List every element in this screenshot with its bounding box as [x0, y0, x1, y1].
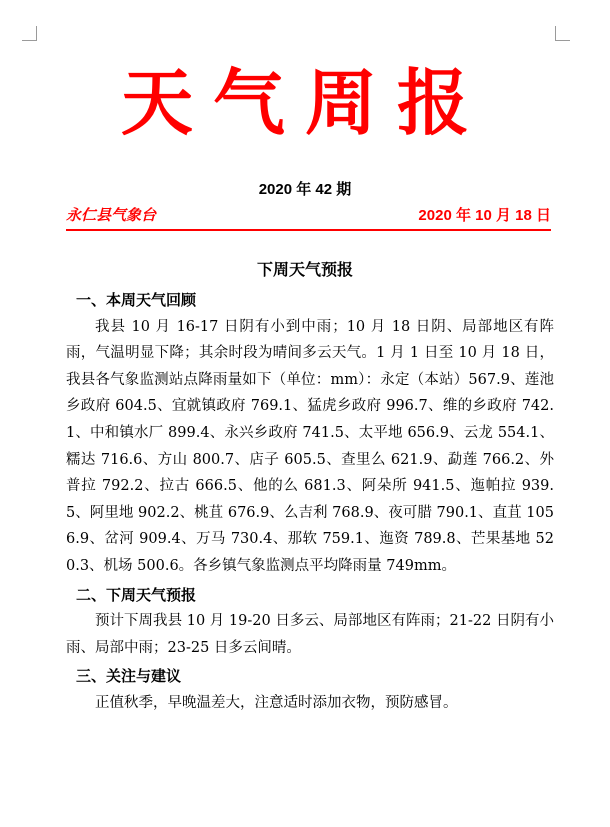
section-heading-review: 一、本周天气回顾	[76, 291, 197, 309]
issue-number: 2020 年 42 期	[258, 181, 352, 198]
document-body	[66, 287, 554, 717]
crop-mark-top-right	[555, 26, 570, 41]
red-divider-rule	[66, 229, 551, 231]
organization-line	[66, 206, 551, 228]
document-title: 下周天气预报	[256, 260, 353, 279]
masthead-title: 天气周报	[120, 60, 489, 145]
crop-mark-top-left	[22, 26, 37, 41]
section-paragraph-review: 我县 10 月 16-17 日阴有小到中雨；10 月 18 日阴、局部地区有阵雨，气温明显下降；其余时段为晴间多云天气。1 月 1 日至 10 月 18 日，我县各气象监测站点降雨量如下（单位：mm）：永定（本站）567.9、莲池乡政府 604.5、宜就镇政府 769.1、猛虎乡政府 996.7、维的乡政府 742.1、中和镇水厂 899.4、永兴乡政府 741.5、太平地 656.9、云龙 554.1、糯达 716.6、方山 800.7、店子 605.5、查里么 621.9、勐莲 766.2、外普拉 792.2、拉古 666.5、他的么 681.3、阿朵所 941.5、迤帕拉 939.5、阿里地 902.2、桃苴 676.9、么吉利 768.9、夜可腊 790.1、直苴 1056.9、岔河 909.4、万马 730.4、那软 759.1、迤资 789.8、芒果基地 520.3、机场 500.6。各乡镇气象监测点平均降雨量 749mm。	[66, 318, 554, 574]
section-heading-forecast: 二、下周天气预报	[76, 585, 197, 604]
section-heading-advice: 三、关注与建议	[76, 667, 182, 686]
section-paragraph-advice: 正值秋季，早晚温差大，注意适时添加衣物，预防感冒。	[95, 694, 458, 711]
issue-date: 2020 年 10 月 18 日	[418, 207, 551, 224]
organization-name: 永仁县气象台	[66, 207, 157, 224]
section-paragraph-forecast: 预计下周我县 10 月 19-20 日多云、局部地区有阵雨；21-22 日阴有小雨、局部中雨；23-25 日多云间晴。	[66, 613, 554, 656]
